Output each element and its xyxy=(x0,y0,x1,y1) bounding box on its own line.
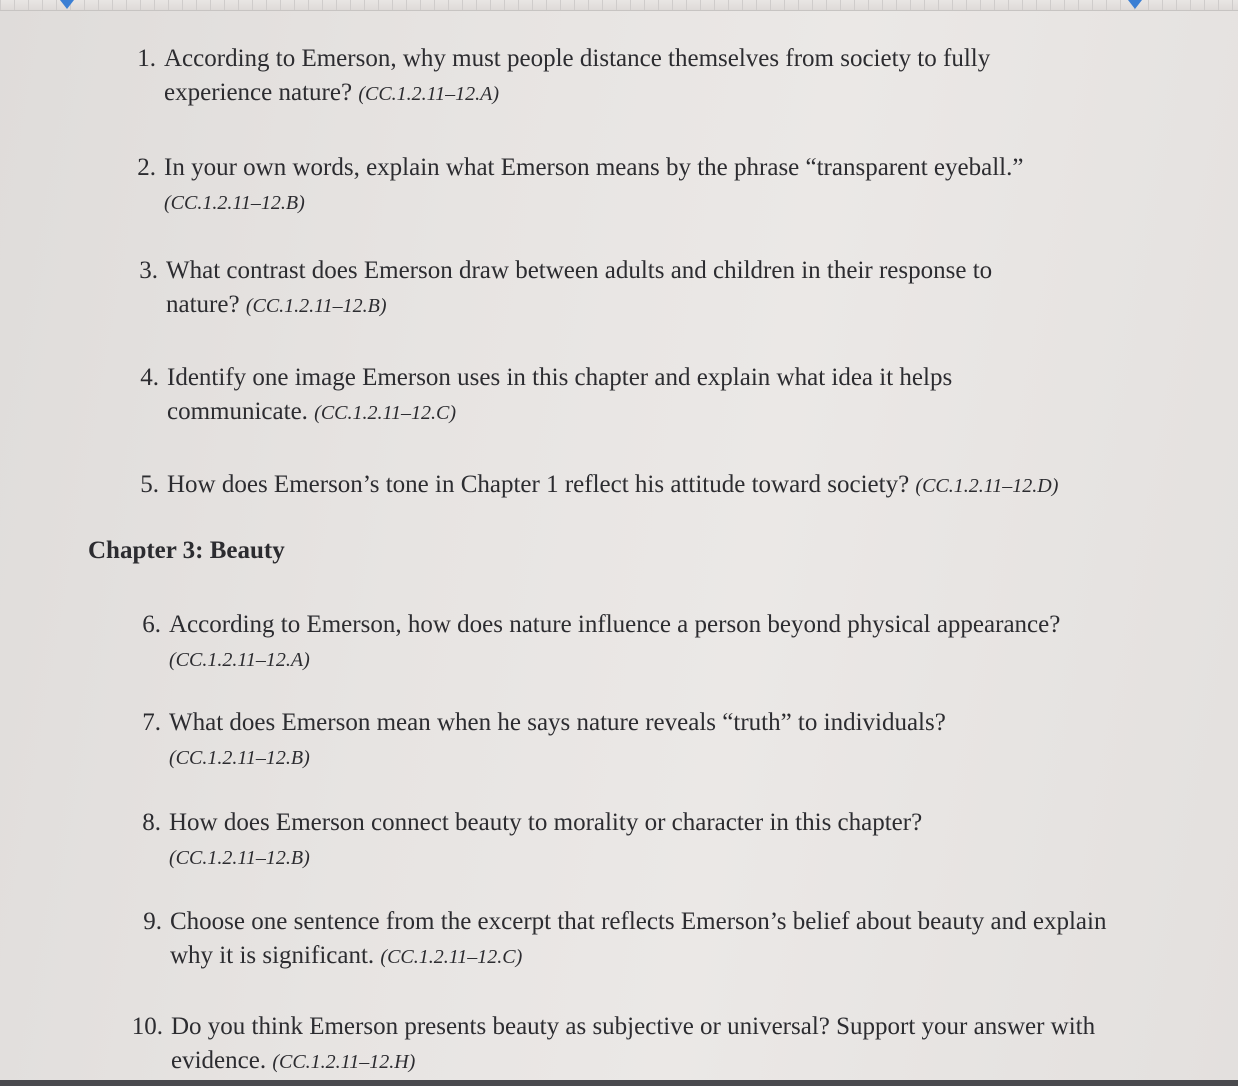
question-text: Choose one sentence from the excerpt that reflects Emerson’s belief about beauty and explain why it is significant. xyxy=(170,908,1107,969)
question-number: 3. xyxy=(139,257,158,284)
question-6 xyxy=(142,608,1149,677)
question-4 xyxy=(140,361,1027,430)
question-number: 1. xyxy=(137,45,156,72)
question-text: Identify one image Emerson uses in this chapter and explain what idea it helps communicate. xyxy=(167,364,953,425)
question-text: What does Emerson mean when he says nature reveals “truth” to individuals? xyxy=(169,709,946,736)
question-number: 10. xyxy=(131,1013,163,1040)
standard-code: (CC.1.2.11–12.D) xyxy=(915,475,1059,497)
right-indent-marker[interactable] xyxy=(1128,0,1142,9)
standard-code: (CC.1.2.11–12.B) xyxy=(169,747,310,769)
question-number: 6. xyxy=(142,611,161,638)
question-number: 4. xyxy=(140,364,159,391)
question-text: Do you think Emerson presents beauty as subjective or universal? Support your answer with evidence. xyxy=(171,1013,1096,1074)
chapter-heading: Chapter 3: Beauty xyxy=(88,537,285,564)
standard-code: (CC.1.2.11–12.C) xyxy=(314,402,457,424)
question-8 xyxy=(142,806,1009,875)
question-3 xyxy=(139,254,1066,323)
question-text: How does Emerson’s tone in Chapter 1 reflect his attitude toward society? xyxy=(167,471,910,498)
question-10 xyxy=(131,1010,1121,1079)
standard-code: (CC.1.2.11–12.B) xyxy=(245,295,387,317)
question-number: 5. xyxy=(140,471,159,498)
ruler[interactable] xyxy=(0,0,1238,11)
question-5 xyxy=(140,468,1167,503)
standard-code: (CC.1.2.11–12.C) xyxy=(380,946,523,968)
standard-code: (CC.1.2.11–12.A) xyxy=(169,649,310,671)
question-number: 8. xyxy=(142,809,161,836)
standard-code: (CC.1.2.11–12.H) xyxy=(272,1051,416,1073)
question-text: In your own words, explain what Emerson means by the phrase “transparent eyeball.” xyxy=(164,154,1024,181)
question-1 xyxy=(137,42,1084,111)
question-number: 2. xyxy=(137,154,156,181)
question-text: According to Emerson, why must people distance themselves from society to fully experience nature? xyxy=(164,45,991,106)
question-text: What contrast does Emerson draw between adults and children in their response to nature? xyxy=(166,257,993,318)
standard-code: (CC.1.2.11–12.B) xyxy=(164,192,305,214)
question-text: According to Emerson, how does nature influence a person beyond physical appearance? xyxy=(169,611,1061,638)
left-indent-marker[interactable] xyxy=(60,0,74,9)
question-number: 7. xyxy=(142,709,161,736)
bottom-edge xyxy=(0,1080,1238,1086)
question-2 xyxy=(137,151,1104,220)
question-9 xyxy=(143,905,1110,974)
question-text: How does Emerson connect beauty to morality or character in this chapter? xyxy=(169,809,923,836)
question-number: 9. xyxy=(143,908,162,935)
standard-code: (CC.1.2.11–12.A) xyxy=(358,83,500,105)
question-7 xyxy=(142,706,1029,775)
standard-code: (CC.1.2.11–12.B) xyxy=(169,847,310,869)
